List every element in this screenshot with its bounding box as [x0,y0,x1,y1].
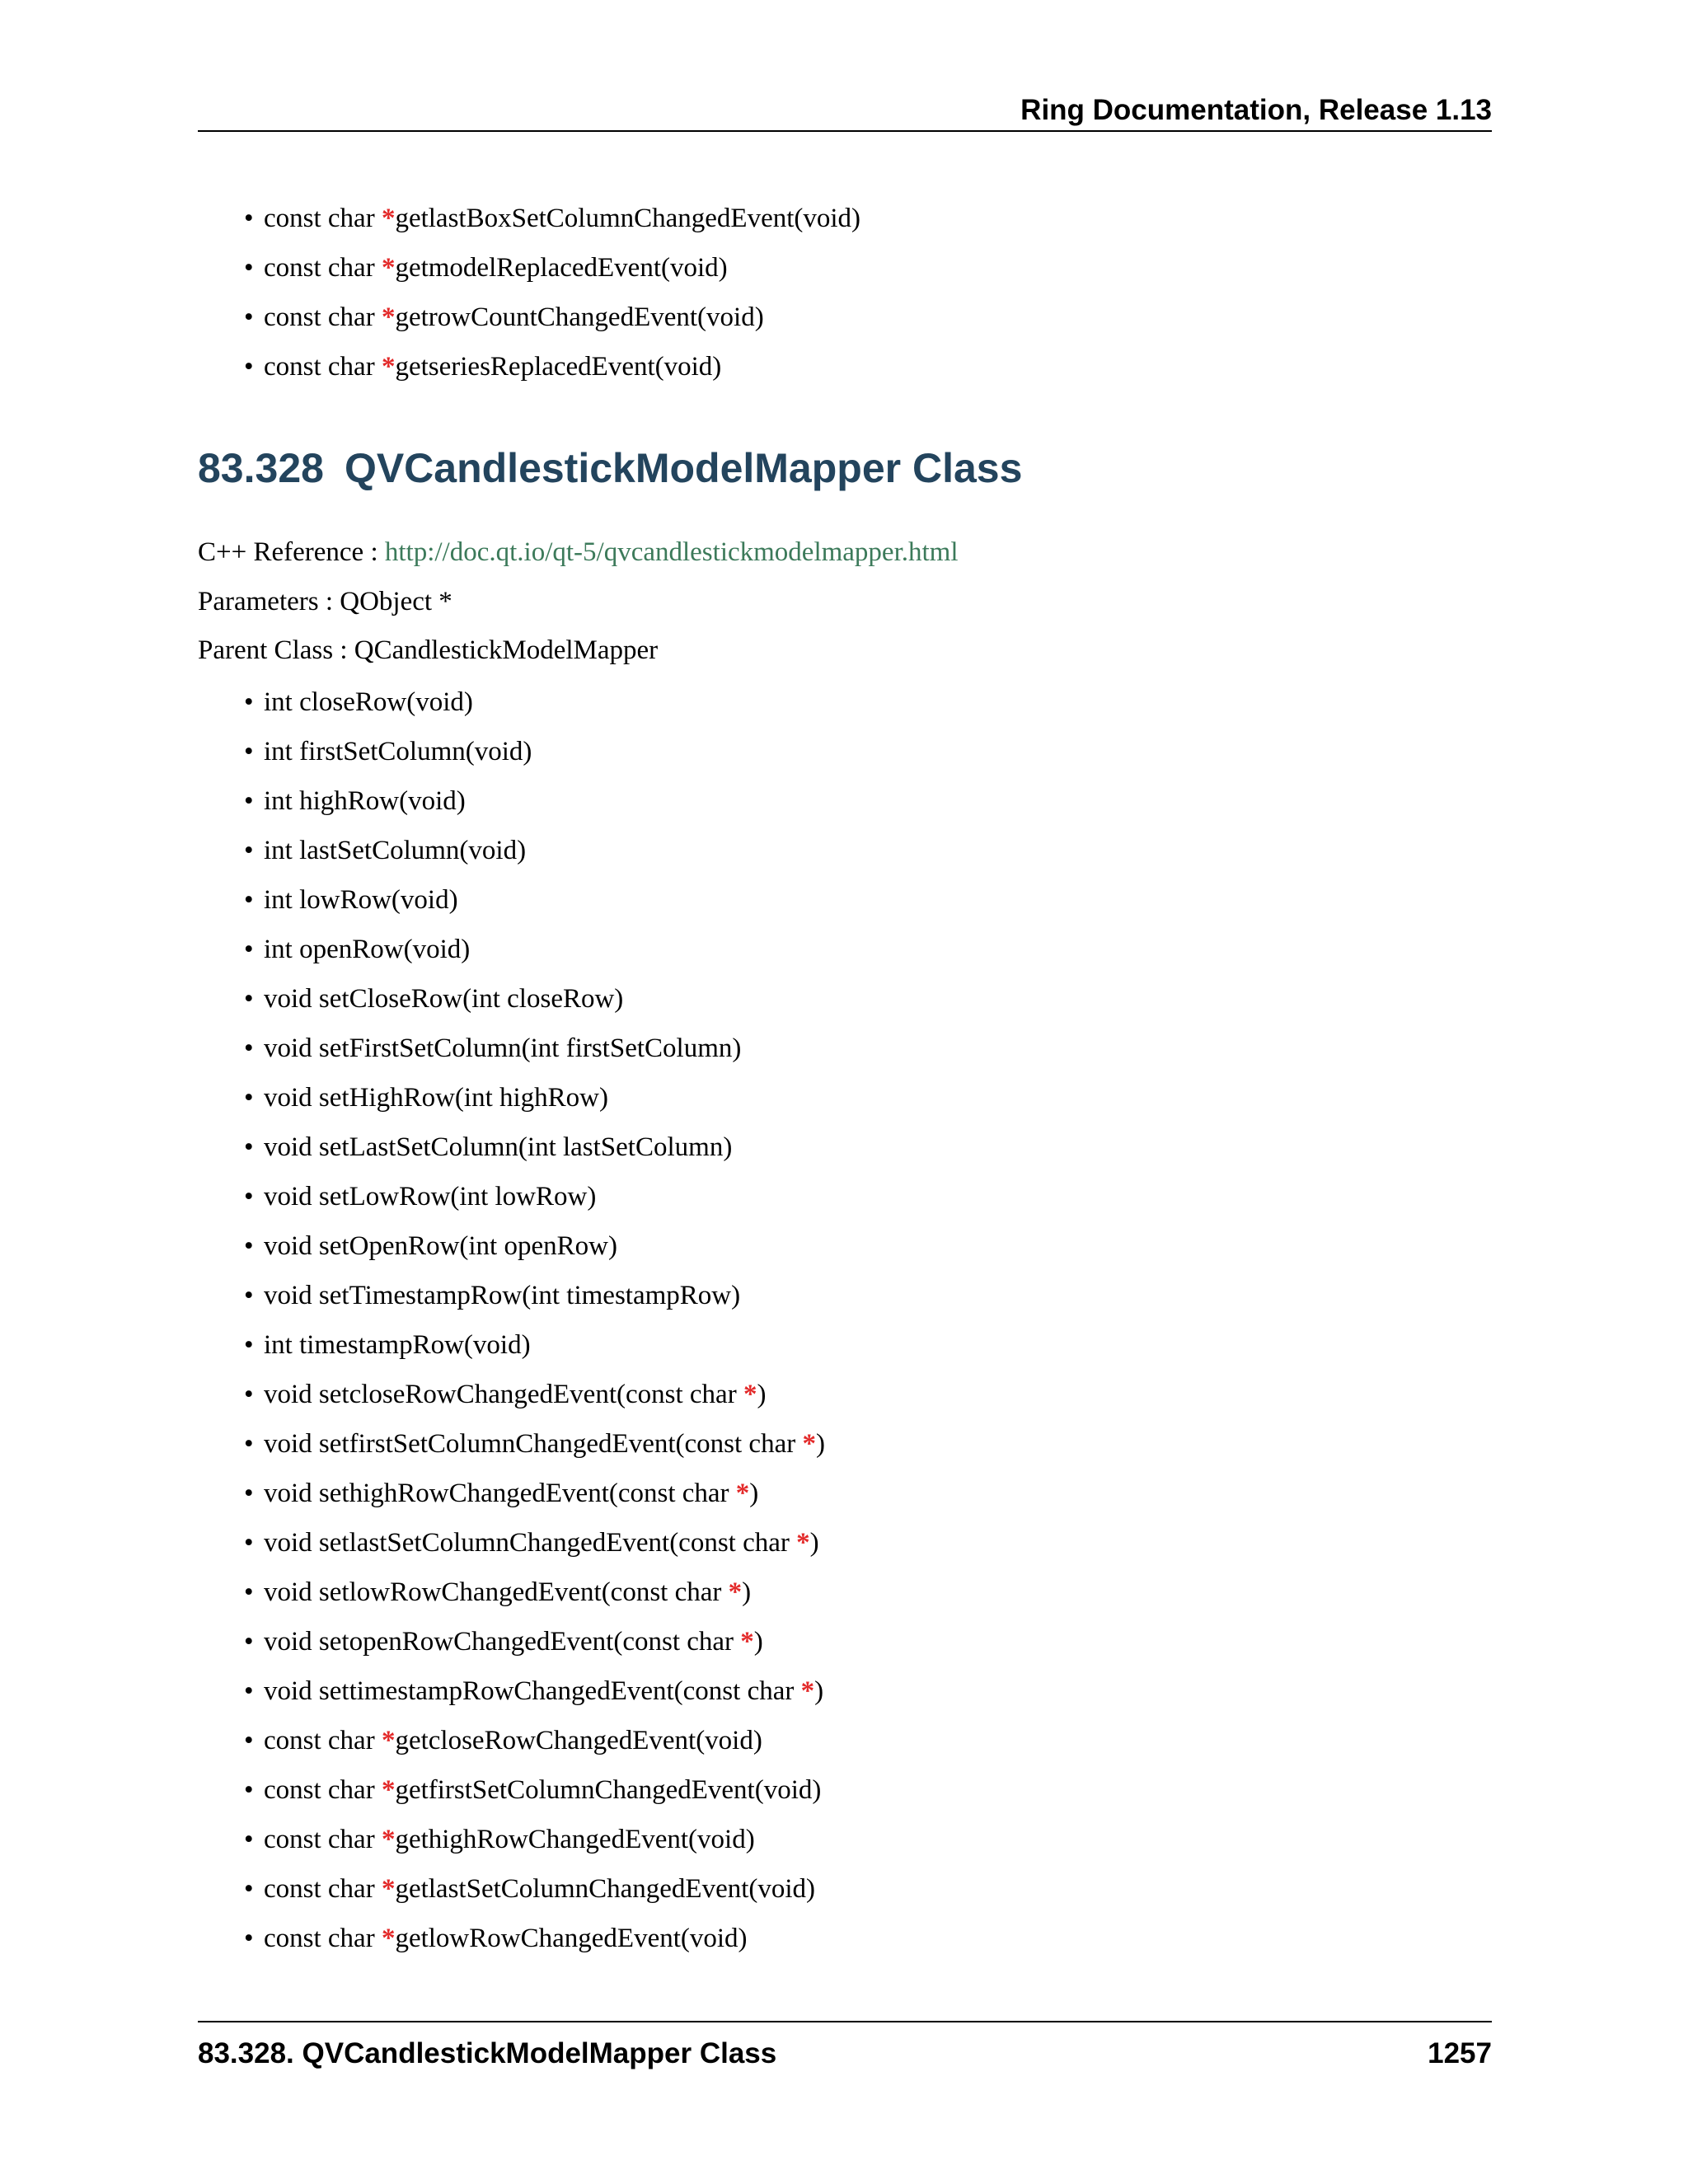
pointer-star: * [728,1577,743,1607]
signature-text-tail: getlastSetColumnChangedEvent(void) [395,1874,816,1904]
page-number: 1257 [1428,2037,1492,2069]
signature-text-tail: ) [809,1528,819,1558]
list-item [244,875,825,925]
bullet-marker: • [244,1627,254,1657]
signature-text: int firstSetColumn(void) [264,737,532,766]
list-item [244,1073,825,1122]
bullet-marker: • [244,1429,254,1459]
signature-text-tail: ) [814,1676,824,1706]
footer-section-title: 83.328. QVCandlestickModelMapper Class [198,2037,777,2069]
bullet-marker: • [244,253,254,283]
bullet-marker: • [244,1281,254,1310]
list-item [244,1221,825,1271]
list-item [244,1815,825,1864]
page-header [198,89,1492,132]
signature-text: int lowRow(void) [264,885,458,915]
method-list [244,677,825,1963]
list-item [244,243,860,293]
signature-text-tail: ) [749,1479,759,1508]
list-item [244,1716,825,1765]
list-item [244,194,861,243]
bullet-marker: • [244,1825,254,1854]
bullet-marker: • [244,1479,254,1508]
section-number: 83.328 [198,445,324,491]
signature-text: int closeRow(void) [264,687,473,717]
signature-text-tail: getrowCountChangedEvent(void) [395,302,764,332]
signature-text: int highRow(void) [264,786,466,816]
signature-text: void setCloseRow(int closeRow) [264,984,624,1014]
bullet-marker: • [244,302,254,332]
pointer-star: * [381,1775,396,1805]
parent-class-line: Parent Class : QCandlestickModelMapper [198,635,659,665]
list-item [244,677,825,727]
bullet-marker: • [244,836,254,865]
pointer-star: * [381,1874,396,1904]
pointer-star: * [381,1924,396,1953]
signature-text-tail: ) [753,1627,763,1657]
signature-text-tail: gethighRowChangedEvent(void) [395,1825,755,1854]
document-title: Ring Documentation, Release 1.13 [1020,94,1492,126]
signature-text: const char [264,1825,382,1854]
signature-text-tail: ) [757,1380,767,1409]
signature-text: void setopenRowChangedEvent(const char [264,1627,741,1657]
list-item [244,342,860,391]
signature-text: void setlowRowChangedEvent(const char [264,1577,729,1607]
signature-text: const char [264,253,382,283]
list-item [244,1122,825,1172]
list-item [244,1024,825,1073]
signature-text: int timestampRow(void) [264,1330,531,1360]
bullet-marker: • [244,1033,254,1063]
signature-text-tail: ) [742,1577,752,1607]
signature-text-tail: ) [815,1429,825,1459]
signature-text: void setfirstSetColumnChangedEvent(const char [264,1429,803,1459]
page-footer [198,2021,1492,2072]
signature-text-tail: getseriesReplacedEvent(void) [395,352,722,382]
list-item [244,776,825,826]
pointer-star: * [381,204,396,233]
bullet-marker: • [244,1577,254,1607]
bullet-marker: • [244,1083,254,1113]
list-item [244,1172,825,1221]
cpp-reference-link[interactable]: http://doc.qt.io/qt-5/qvcandlestickmodelmapper.html [384,537,959,567]
signature-text: int lastSetColumn(void) [264,836,527,865]
signature-text: const char [264,204,382,233]
bullet-marker: • [244,204,254,233]
cpp-reference-label: C++ Reference : [198,537,385,567]
list-item [244,826,825,875]
section-heading [198,443,1022,493]
list-item [244,974,825,1024]
signature-text: void setOpenRow(int openRow) [264,1231,617,1261]
bullet-marker: • [244,1231,254,1261]
list-item [244,1469,825,1518]
signature-text: const char [264,1726,382,1755]
signature-text: int openRow(void) [264,935,471,964]
pointer-star: * [381,302,396,332]
section-title: QVCandlestickModelMapper Class [344,445,1023,491]
signature-text-tail: getcloseRowChangedEvent(void) [395,1726,762,1755]
list-item [244,1765,825,1815]
bullet-marker: • [244,1676,254,1706]
parameters-line: Parameters : QObject * [198,587,452,616]
signature-text: const char [264,1874,382,1904]
signature-text-tail: getmodelReplacedEvent(void) [395,253,728,283]
signature-text: const char [264,352,382,382]
pointer-star: * [381,253,396,283]
pointer-star: * [381,1825,396,1854]
bullet-marker: • [244,687,254,717]
pointer-star: * [743,1380,757,1409]
pointer-star: * [735,1479,750,1508]
bullet-marker: • [244,1775,254,1805]
signature-text: void settimestampRowChangedEvent(const char [264,1676,801,1706]
signature-text-tail: getlowRowChangedEvent(void) [395,1924,748,1953]
bullet-marker: • [244,984,254,1014]
bullet-marker: • [244,935,254,964]
signature-text: void setlastSetColumnChangedEvent(const char [264,1528,797,1558]
list-item [244,1568,825,1617]
pointer-star: * [740,1627,754,1657]
signature-text: void setLastSetColumn(int lastSetColumn) [264,1132,733,1162]
bullet-marker: • [244,737,254,766]
list-item [244,1320,825,1370]
bullet-marker: • [244,1528,254,1558]
signature-text: void setcloseRowChangedEvent(const char [264,1380,743,1409]
bullet-marker: • [244,1874,254,1904]
list-item [244,925,825,974]
pointer-star: * [796,1528,810,1558]
list-item [244,1518,825,1568]
bullet-marker: • [244,885,254,915]
bullet-marker: • [244,1380,254,1409]
signature-text-tail: getlastBoxSetColumnChangedEvent(void) [395,204,861,233]
list-item [244,293,860,342]
signature-text-tail: getfirstSetColumnChangedEvent(void) [395,1775,822,1805]
signature-text: const char [264,302,382,332]
list-item [244,1617,825,1666]
list-item [244,1271,825,1320]
bullet-marker: • [244,1726,254,1755]
signature-text: const char [264,1775,382,1805]
signature-text: const char [264,1924,382,1953]
list-item [244,1419,825,1469]
cpp-reference-line [198,532,959,573]
pointer-star: * [802,1429,816,1459]
signature-text: void setFirstSetColumn(int firstSetColumn) [264,1033,742,1063]
signature-text: void sethighRowChangedEvent(const char [264,1479,736,1508]
signal-getter-list [244,194,861,391]
list-item [244,1370,825,1419]
bullet-marker: • [244,1330,254,1360]
signature-text: void setTimestampRow(int timestampRow) [264,1281,741,1310]
list-item [244,727,825,776]
bullet-marker: • [244,1182,254,1212]
bullet-marker: • [244,1924,254,1953]
bullet-marker: • [244,786,254,816]
bullet-marker: • [244,352,254,382]
bullet-marker: • [244,1132,254,1162]
list-item [244,1914,825,1963]
pointer-star: * [800,1676,815,1706]
pointer-star: * [381,1726,396,1755]
list-item [244,1666,825,1716]
pointer-star: * [381,352,396,382]
list-item [244,1864,825,1914]
signature-text: void setLowRow(int lowRow) [264,1182,597,1212]
signature-text: void setHighRow(int highRow) [264,1083,608,1113]
